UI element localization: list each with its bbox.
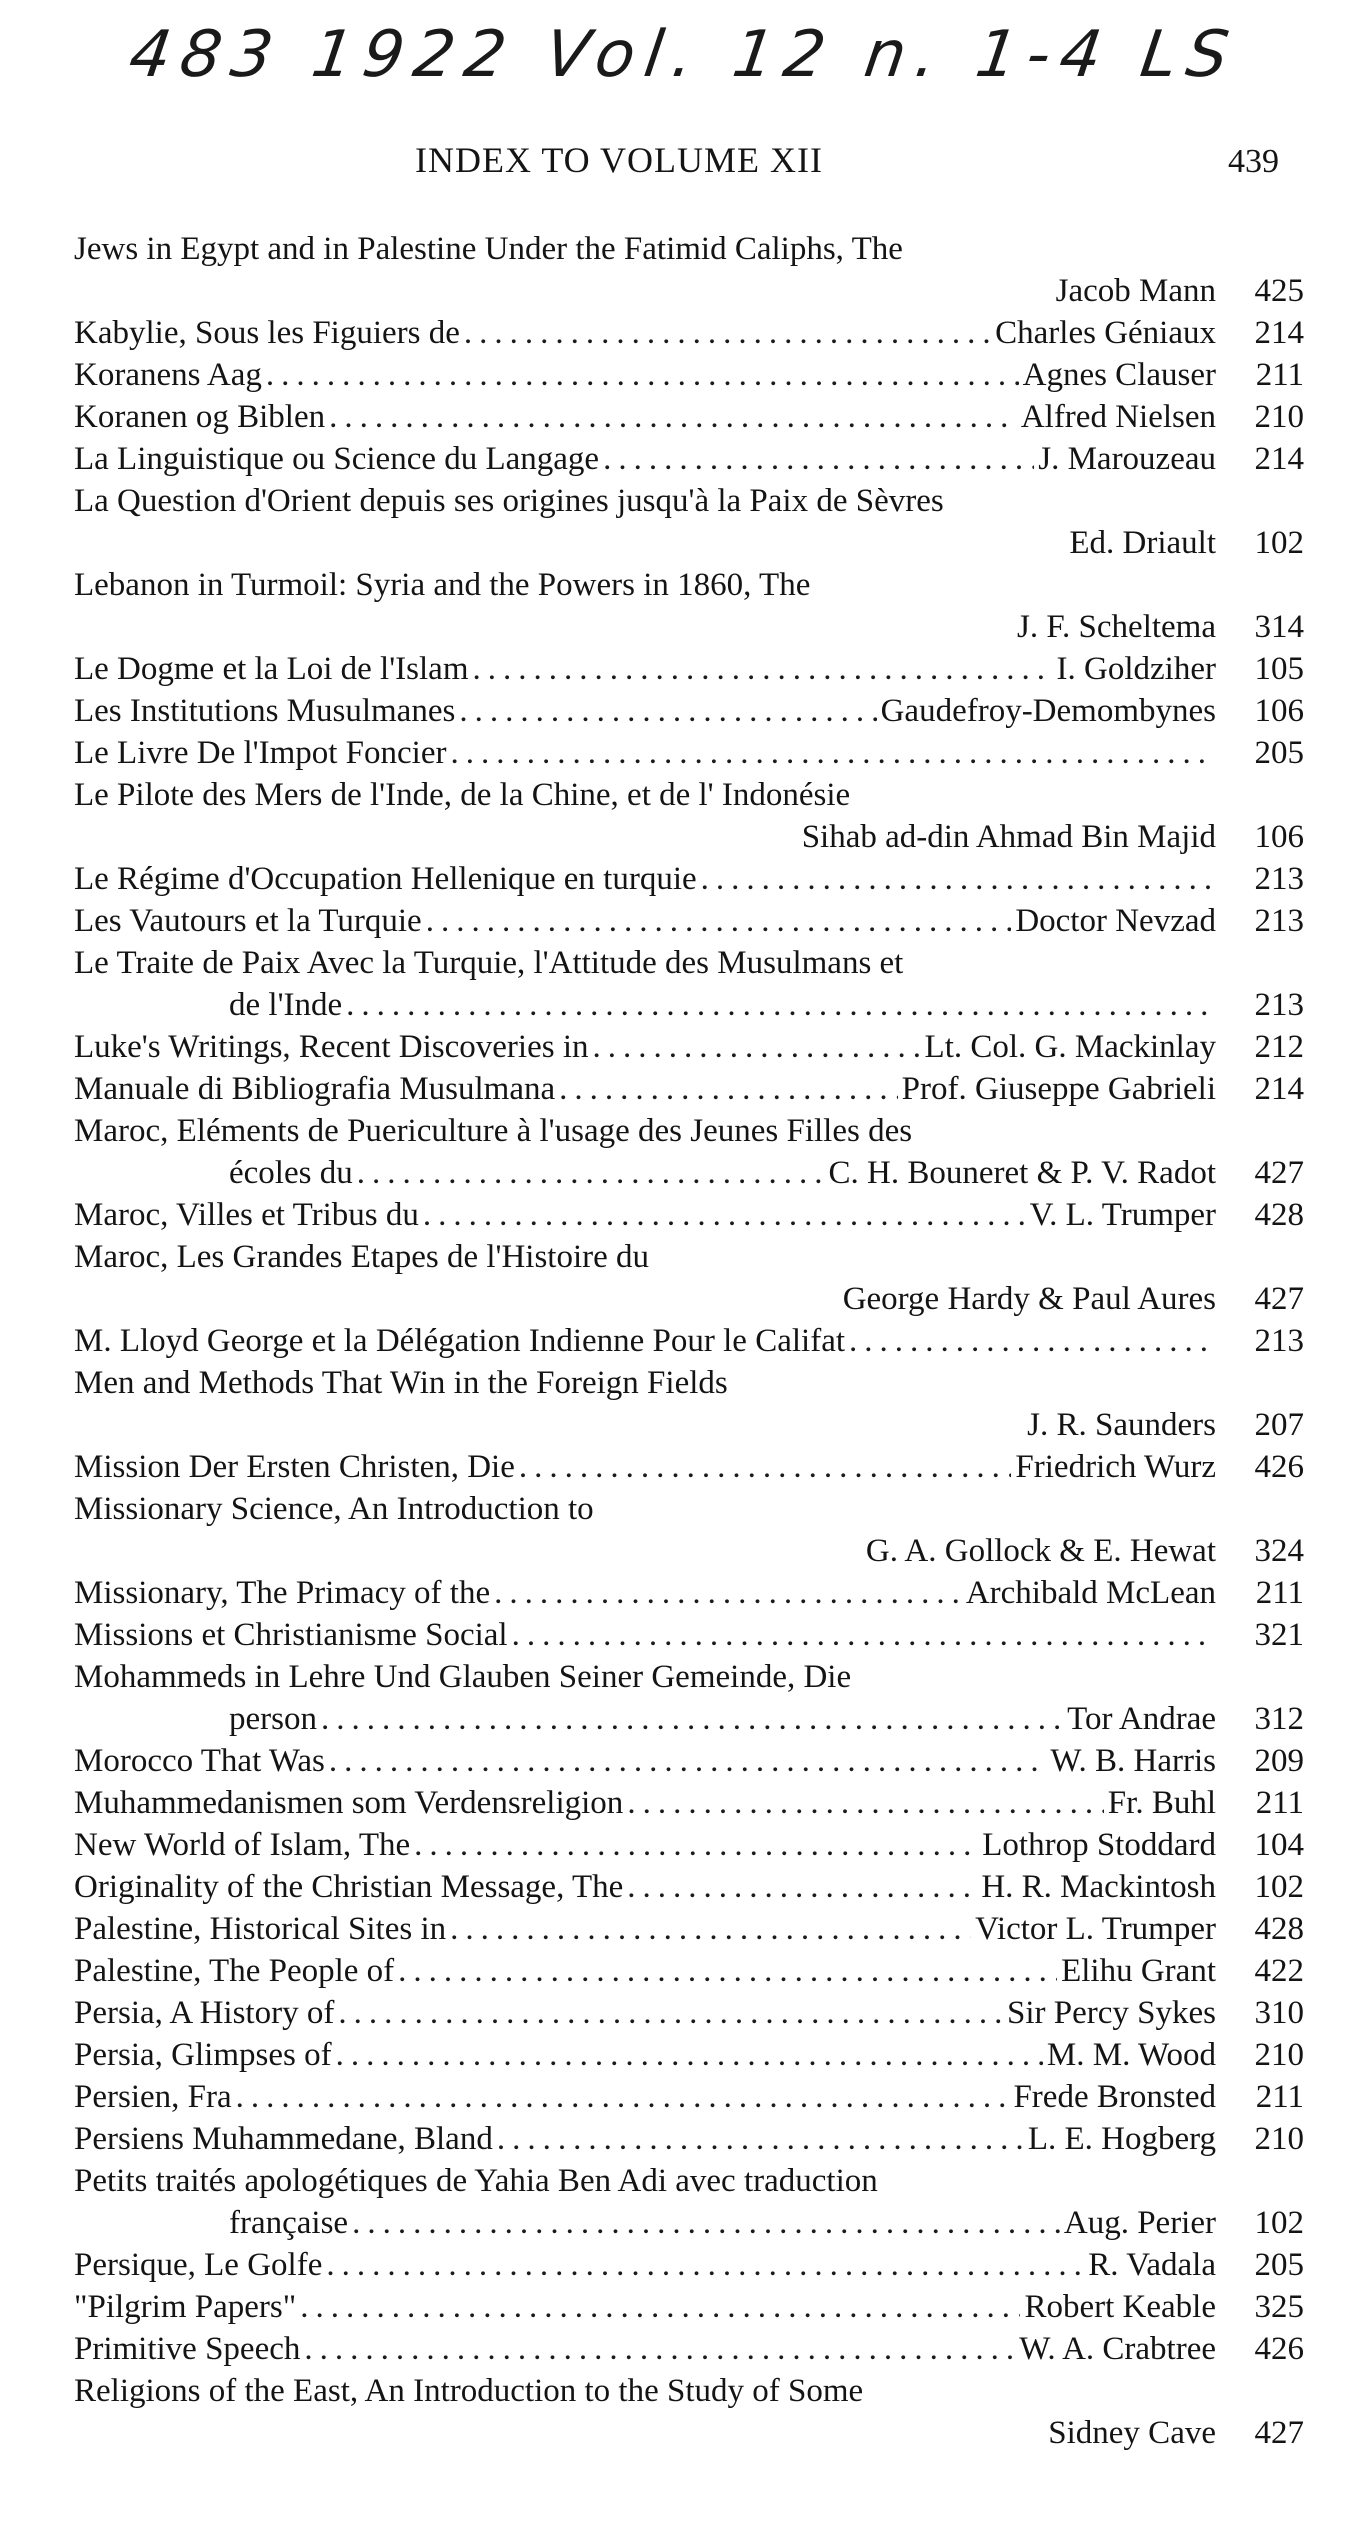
entry-title: Le Traite de Paix Avec la Turquie, l'Attitude des Musulmans et [74, 945, 904, 981]
entry-title: écoles du [229, 1155, 353, 1191]
index-line [74, 774, 1304, 816]
entry-title: Persique, Le Golfe [74, 2247, 323, 2283]
entry-title: Muhammedanismen som Verdensreligion [74, 1785, 624, 1821]
entry-page: 210 [1254, 399, 1304, 435]
index-line [74, 1362, 1304, 1404]
index-line [74, 522, 1304, 564]
entry-page: 213 [1254, 903, 1304, 939]
entry-title: Religions of the East, An Introduction to the Study of Some [74, 2373, 864, 2409]
leader-dots [497, 2118, 1024, 2160]
page-header [0, 135, 1363, 185]
entry-page: 428 [1254, 1197, 1304, 1233]
entry-page: 312 [1254, 1701, 1304, 1737]
entry-page: 105 [1254, 651, 1304, 687]
entry-title: Men and Methods That Win in the Foreign Fields [74, 1365, 728, 1401]
entry-author: R. Vadala [1088, 2247, 1216, 2283]
index-line [74, 1908, 1304, 1950]
entry-page: 426 [1254, 1449, 1304, 1485]
entry-title: Palestine, The People of [74, 1953, 395, 1989]
index-line [74, 816, 1304, 858]
entry-author: J. F. Scheltema [1017, 609, 1216, 645]
index-line [74, 438, 1304, 480]
index-line [74, 564, 1304, 606]
leader-dots [326, 2244, 1084, 2286]
entry-author: Aug. Perier [1063, 2205, 1216, 2241]
leader-dots [592, 1026, 920, 1068]
leader-dots [423, 1194, 1026, 1236]
entry-title: Lebanon in Turmoil: Syria and the Powers in 1860, The [74, 567, 811, 603]
entry-page: 427 [1254, 1155, 1304, 1191]
entry-page: 106 [1254, 819, 1304, 855]
entry-page: 422 [1254, 1953, 1304, 1989]
entry-author: W. B. Harris [1050, 1743, 1216, 1779]
entry-author: J. R. Saunders [1027, 1407, 1216, 1443]
entry-page: 427 [1254, 2415, 1304, 2451]
leader-dots [603, 438, 1034, 480]
index-line [74, 228, 1304, 270]
leader-dots [266, 354, 1019, 396]
index-line [74, 480, 1304, 522]
entry-page: 314 [1254, 609, 1304, 645]
index-line [74, 2034, 1304, 2076]
entry-title: Jews in Egypt and in Palestine Under the Fatimid Caliphs, The [74, 231, 903, 267]
entry-author: I. Goldziher [1056, 651, 1216, 687]
index-line [74, 1782, 1304, 1824]
entry-page: 207 [1254, 1407, 1304, 1443]
entry-title: Luke's Writings, Recent Discoveries in [74, 1029, 589, 1065]
entry-author: H. R. Mackintosh [981, 1869, 1216, 1905]
entry-author: Sir Percy Sykes [1007, 1995, 1216, 2031]
entry-author: J. Marouzeau [1038, 441, 1216, 477]
leader-dots [627, 1782, 1103, 1824]
index-line [74, 1488, 1304, 1530]
entry-author: Sihab ad-din Ahmad Bin Majid [801, 819, 1216, 855]
entry-title: Les Institutions Musulmanes [74, 693, 456, 729]
leader-dots [494, 1572, 962, 1614]
leader-dots [459, 690, 876, 732]
leader-dots [321, 1698, 1063, 1740]
entry-title: "Pilgrim Papers" [74, 2289, 297, 2325]
entry-page: 214 [1254, 1071, 1304, 1107]
entry-page: 205 [1254, 735, 1304, 771]
index-line [74, 1278, 1304, 1320]
index-line [74, 2118, 1304, 2160]
index-line [74, 2202, 1304, 2244]
entry-author: Robert Keable [1024, 2289, 1216, 2325]
leader-dots [357, 1152, 825, 1194]
entry-title: Maroc, Eléments de Puericulture à l'usage des Jeunes Filles des [74, 1113, 913, 1149]
entry-title: person [229, 1701, 317, 1737]
entry-page: 324 [1254, 1533, 1304, 1569]
entry-author: C. H. Bouneret & P. V. Radot [828, 1155, 1216, 1191]
page-number: 439 [1228, 143, 1279, 180]
index-line [74, 1068, 1304, 1110]
index-line [74, 1866, 1304, 1908]
entry-page: 211 [1255, 1575, 1304, 1611]
index-line [74, 1740, 1304, 1782]
entry-title: Le Dogme et la Loi de l'Islam [74, 651, 469, 687]
entry-title: Le Pilote des Mers de l'Inde, de la Chine, et de l' Indonésie [74, 777, 851, 813]
leader-dots [414, 1824, 978, 1866]
entry-author: Victor L. Trumper [975, 1911, 1216, 1947]
entry-page: 212 [1254, 1029, 1304, 1065]
entry-title: Missionary, The Primacy of the [74, 1575, 491, 1611]
entry-page: 210 [1254, 2121, 1304, 2157]
leader-dots [426, 900, 1012, 942]
entry-title: Maroc, Les Grandes Etapes de l'Histoire du [74, 1239, 650, 1275]
entry-title: Mission Der Ersten Christen, Die [74, 1449, 515, 1485]
entry-title: Manuale di Bibliografia Musulmana [74, 1071, 556, 1107]
index-line [74, 396, 1304, 438]
entry-author: George Hardy & Paul Aures [842, 1281, 1216, 1317]
leader-dots [627, 1866, 977, 1908]
index-line [74, 1446, 1304, 1488]
entry-author: Lothrop Stoddard [982, 1827, 1216, 1863]
leader-dots [849, 1320, 1212, 1362]
entry-page: 213 [1254, 1323, 1304, 1359]
leader-dots [398, 1950, 1057, 1992]
index-line [74, 648, 1304, 690]
entry-page: 425 [1254, 273, 1304, 309]
entry-author: Ed. Driault [1069, 525, 1216, 561]
index-line [74, 1572, 1304, 1614]
entry-page: 106 [1254, 693, 1304, 729]
entry-title: Persiens Muhammedane, Bland [74, 2121, 493, 2157]
handwritten-catalog-note: 483 1922 Vol. 12 n. 1-4 LS [124, 18, 1243, 92]
index-line [74, 984, 1304, 1026]
entry-page: 104 [1254, 1827, 1304, 1863]
entry-title: Missionary Science, An Introduction to [74, 1491, 594, 1527]
entry-page: 321 [1254, 1617, 1304, 1653]
entry-title: M. Lloyd George et la Délégation Indienne Pour le Califat [74, 1323, 846, 1359]
entry-author: Elihu Grant [1061, 1953, 1216, 1989]
entry-title: de l'Inde [229, 987, 343, 1023]
index-line [74, 690, 1304, 732]
index-line [74, 1026, 1304, 1068]
entry-page: 102 [1254, 2205, 1304, 2241]
index-line [74, 1992, 1304, 2034]
index-list [74, 228, 1304, 2454]
index-line [74, 1698, 1304, 1740]
entry-author: Charles Géniaux [995, 315, 1216, 351]
entry-page: 310 [1254, 1995, 1304, 2031]
entry-author: Gaudefroy-Demombynes [880, 693, 1216, 729]
entry-page: 209 [1254, 1743, 1304, 1779]
entry-page: 211 [1255, 1785, 1304, 1821]
entry-author: Sidney Cave [1048, 2415, 1216, 2451]
entry-author: Fr. Buhl [1107, 1785, 1216, 1821]
leader-dots [352, 2202, 1060, 2244]
entry-title: New World of Islam, The [74, 1827, 411, 1863]
entry-title: Persia, A History of [74, 1995, 335, 2031]
index-line [74, 1320, 1304, 1362]
entry-author: Alfred Nielsen [1020, 399, 1216, 435]
entry-author: M. M. Wood [1046, 2037, 1216, 2073]
index-line [74, 312, 1304, 354]
entry-page: 102 [1254, 525, 1304, 561]
index-line [74, 354, 1304, 396]
entry-title: Maroc, Villes et Tribus du [74, 1197, 419, 1233]
entry-title: La Question d'Orient depuis ses origines jusqu'à la Paix de Sèvres [74, 483, 944, 519]
entry-page: 211 [1255, 2079, 1304, 2115]
entry-author: W. A. Crabtree [1019, 2331, 1216, 2367]
leader-dots [473, 648, 1053, 690]
entry-title: La Linguistique ou Science du Langage [74, 441, 600, 477]
leader-dots [300, 2286, 1020, 2328]
entry-title: Persia, Glimpses of [74, 2037, 332, 2073]
leader-dots [338, 1992, 1003, 2034]
entry-title: Missions et Christianisme Social [74, 1617, 508, 1653]
entry-page: 211 [1255, 357, 1304, 393]
index-line [74, 1656, 1304, 1698]
leader-dots [559, 1068, 898, 1110]
index-line [74, 2370, 1304, 2412]
leader-dots [236, 2076, 1010, 2118]
leader-dots [336, 2034, 1043, 2076]
leader-dots [451, 732, 1213, 774]
leader-dots [519, 1446, 1012, 1488]
index-line [74, 1824, 1304, 1866]
index-line [74, 1404, 1304, 1446]
index-line [74, 1614, 1304, 1656]
entry-author: G. A. Gollock & E. Hewat [865, 1533, 1216, 1569]
entry-page: 210 [1254, 2037, 1304, 2073]
leader-dots [701, 858, 1212, 900]
entry-title: Primitive Speech [74, 2331, 301, 2367]
leader-dots [464, 312, 991, 354]
leader-dots [346, 984, 1212, 1026]
index-line [74, 606, 1304, 648]
entry-author: Doctor Nevzad [1015, 903, 1216, 939]
entry-title: Kabylie, Sous les Figuiers de [74, 315, 460, 351]
index-line [74, 1236, 1304, 1278]
entry-author: Jacob Mann [1055, 273, 1216, 309]
entry-author: L. E. Hogberg [1027, 2121, 1216, 2157]
entry-page: 427 [1254, 1281, 1304, 1317]
index-line [74, 1110, 1304, 1152]
entry-page: 213 [1254, 861, 1304, 897]
entry-title: Persien, Fra [74, 2079, 232, 2115]
leader-dots [450, 1908, 971, 1950]
leader-dots [512, 1614, 1212, 1656]
entry-title: Morocco That Was [74, 1743, 325, 1779]
entry-title: Originality of the Christian Message, The [74, 1869, 624, 1905]
index-line [74, 900, 1304, 942]
entry-author: Friedrich Wurz [1015, 1449, 1216, 1485]
index-line [74, 2328, 1304, 2370]
entry-title: Koranen og Biblen [74, 399, 326, 435]
index-line [74, 2412, 1304, 2454]
index-line [74, 732, 1304, 774]
entry-author: Frede Bronsted [1013, 2079, 1216, 2115]
index-line [74, 1194, 1304, 1236]
entry-title: Koranens Aag [74, 357, 262, 393]
entry-author: Lt. Col. G. Mackinlay [924, 1029, 1216, 1065]
entry-author: V. L. Trumper [1029, 1197, 1216, 1233]
entry-page: 325 [1254, 2289, 1304, 2325]
leader-dots [304, 2328, 1015, 2370]
entry-title: Les Vautours et la Turquie [74, 903, 422, 939]
index-line [74, 2244, 1304, 2286]
index-line [74, 1950, 1304, 1992]
entry-page: 205 [1254, 2247, 1304, 2283]
index-line [74, 1530, 1304, 1572]
index-line [74, 942, 1304, 984]
page-title: INDEX TO VOLUME XII [415, 140, 823, 180]
entry-author: Agnes Clauser [1022, 357, 1216, 393]
entry-author: Archibald McLean [965, 1575, 1216, 1611]
leader-dots [329, 396, 1017, 438]
entry-page: 428 [1254, 1911, 1304, 1947]
index-line [74, 1152, 1304, 1194]
entry-page: 214 [1254, 315, 1304, 351]
index-line [74, 858, 1304, 900]
entry-author: Prof. Giuseppe Gabrieli [901, 1071, 1216, 1107]
entry-title: Le Régime d'Occupation Hellenique en turquie [74, 861, 697, 897]
leader-dots [329, 1740, 1046, 1782]
entry-author: Tor Andrae [1067, 1701, 1216, 1737]
entry-title: Mohammeds in Lehre Und Glauben Seiner Gemeinde, Die [74, 1659, 852, 1695]
entry-page: 214 [1254, 441, 1304, 477]
entry-title: Le Livre De l'Impot Foncier [74, 735, 447, 771]
index-line [74, 2160, 1304, 2202]
entry-title: Palestine, Historical Sites in [74, 1911, 447, 1947]
entry-title: française [229, 2205, 349, 2241]
index-line [74, 2076, 1304, 2118]
index-line [74, 270, 1304, 312]
index-line [74, 2286, 1304, 2328]
entry-page: 102 [1254, 1869, 1304, 1905]
entry-title: Petits traités apologétiques de Yahia Ben Adi avec traduction [74, 2163, 878, 2199]
entry-page: 213 [1254, 987, 1304, 1023]
entry-page: 426 [1254, 2331, 1304, 2367]
